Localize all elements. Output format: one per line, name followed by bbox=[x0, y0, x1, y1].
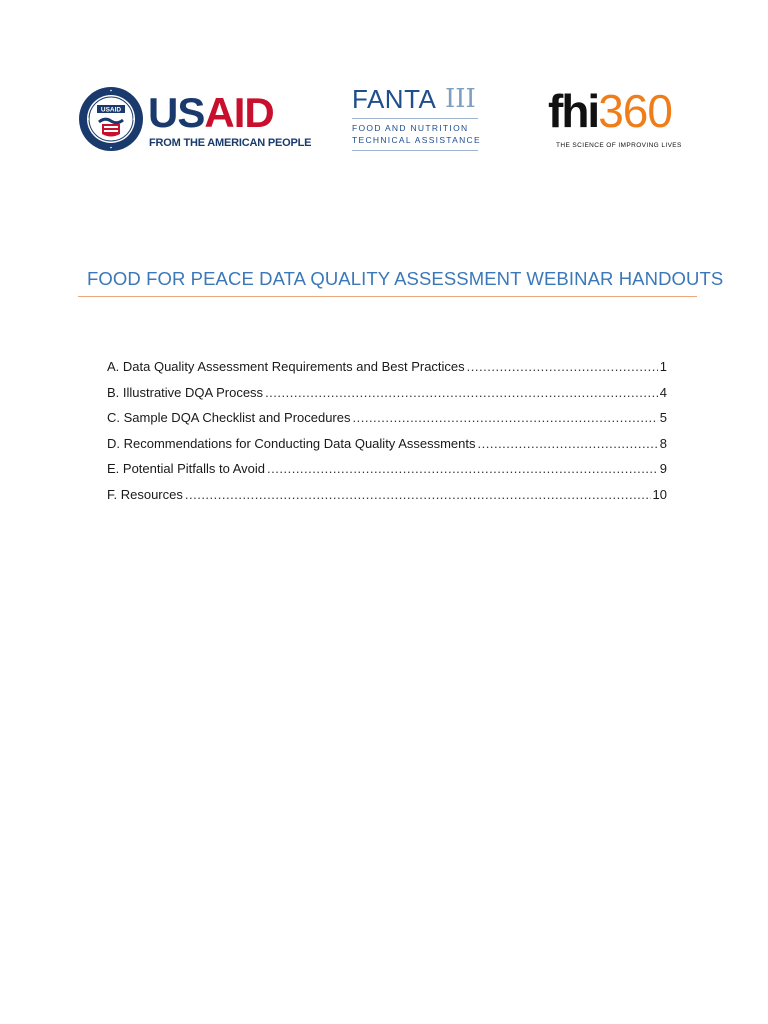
fanta-rule-bottom bbox=[352, 150, 478, 151]
toc-entry-f[interactable] bbox=[107, 487, 667, 513]
toc-entry-page: 8 bbox=[659, 435, 667, 451]
toc-entry-e[interactable] bbox=[107, 461, 667, 487]
toc-entry-label: D. Recommendations for Conducting Data Quality Assessments bbox=[107, 435, 476, 451]
toc-leader-dots bbox=[267, 461, 658, 476]
fhi360-logo bbox=[548, 85, 683, 158]
fanta-wordmark: FANTA bbox=[352, 84, 437, 114]
toc-entry-label: B. Illustrative DQA Process bbox=[107, 384, 264, 400]
usaid-wordmark: USAID bbox=[148, 89, 274, 136]
fanta-line-2: TECHNICAL ASSISTANCE bbox=[352, 135, 481, 145]
usaid-tagline: FROM THE AMERICAN PEOPLE bbox=[149, 137, 312, 149]
fanta-line-1: FOOD AND NUTRITION bbox=[352, 123, 469, 133]
toc-entry-b[interactable] bbox=[107, 385, 667, 411]
toc-entry-page: 5 bbox=[659, 410, 667, 426]
toc-entry-a[interactable] bbox=[107, 359, 667, 385]
toc-entry-d[interactable] bbox=[107, 436, 667, 462]
toc-leader-dots bbox=[478, 436, 658, 451]
toc-entry-page: 4 bbox=[659, 384, 667, 400]
fhi360-wordmark: fhi360 bbox=[548, 85, 672, 137]
toc-entry-label: A. Data Quality Assessment Requirements and Best Practices bbox=[107, 359, 465, 374]
usaid-seal-text: USAID bbox=[100, 106, 122, 114]
toc-leader-dots bbox=[353, 410, 658, 425]
toc-leader-dots bbox=[467, 359, 658, 374]
table-of-contents bbox=[107, 359, 667, 513]
fanta-logo bbox=[350, 86, 485, 156]
toc-entry-page: 10 bbox=[652, 486, 667, 502]
toc-entry-label: F. Resources bbox=[107, 486, 183, 502]
fanta-roman-numeral: III bbox=[445, 84, 476, 114]
fanta-rule-top bbox=[352, 118, 478, 119]
usaid-logo bbox=[78, 86, 312, 156]
toc-entry-page: 9 bbox=[659, 461, 667, 477]
document-title: FOOD FOR PEACE DATA QUALITY ASSESSMENT WEBINAR HANDOUTS bbox=[87, 268, 724, 289]
toc-entry-c[interactable] bbox=[107, 410, 667, 436]
toc-entry-label: E. Potential Pitfalls to Avoid bbox=[107, 461, 266, 477]
toc-leader-dots bbox=[265, 385, 658, 400]
logo-bar bbox=[0, 80, 768, 165]
toc-entry-page: 1 bbox=[659, 359, 667, 374]
usaid-seal-icon bbox=[78, 86, 144, 152]
title-divider bbox=[78, 296, 697, 297]
toc-leader-dots bbox=[185, 487, 651, 502]
toc-entry-label: C. Sample DQA Checklist and Procedures bbox=[107, 410, 351, 426]
fhi360-tagline: THE SCIENCE OF IMPROVING LIVES bbox=[556, 142, 682, 149]
